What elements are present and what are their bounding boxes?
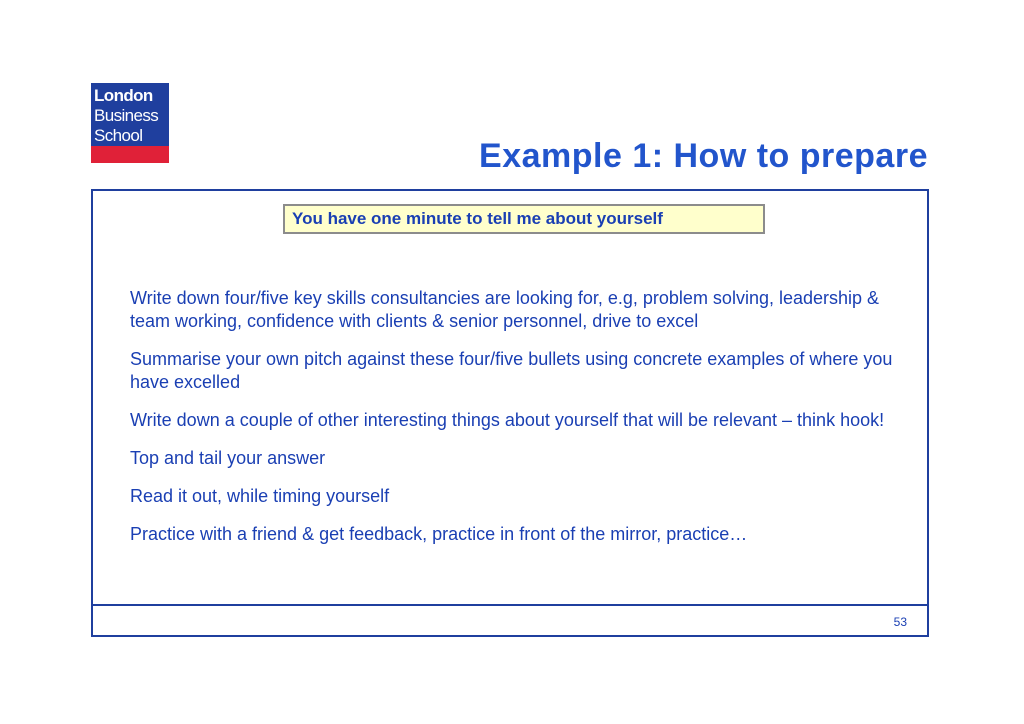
footer-divider [93,604,927,606]
bullet-list [130,287,920,561]
slide-title: Example 1: How to prepare [479,137,928,175]
list-item: Write down a couple of other interesting things about yourself that will be relevant – think hook! [130,410,885,430]
logo-red-bar [91,146,169,163]
list-item: Write down four/five key skills consultancies are looking for, e.g, problem solving, leadership & team working, confidence with clients & senior personnel, drive to excel [130,288,880,331]
logo-line-school: School [94,126,143,145]
list-item: Practice with a friend & get feedback, practice in front of the mirror, practice… [130,524,748,544]
list-item: Read it out, while timing yourself [130,486,390,506]
callout-box: You have one minute to tell me about yourself [283,204,765,234]
list-item: Top and tail your answer [130,448,326,468]
logo-line-london: London [94,86,153,105]
list-item: Summarise your own pitch against these four/five bullets using concrete examples of where you have excelled [130,349,893,392]
page-number: 53 [893,615,907,629]
content-frame [91,189,929,637]
logo-text [94,86,158,146]
logo-line-business: Business [94,106,159,125]
london-business-school-logo [91,83,169,163]
